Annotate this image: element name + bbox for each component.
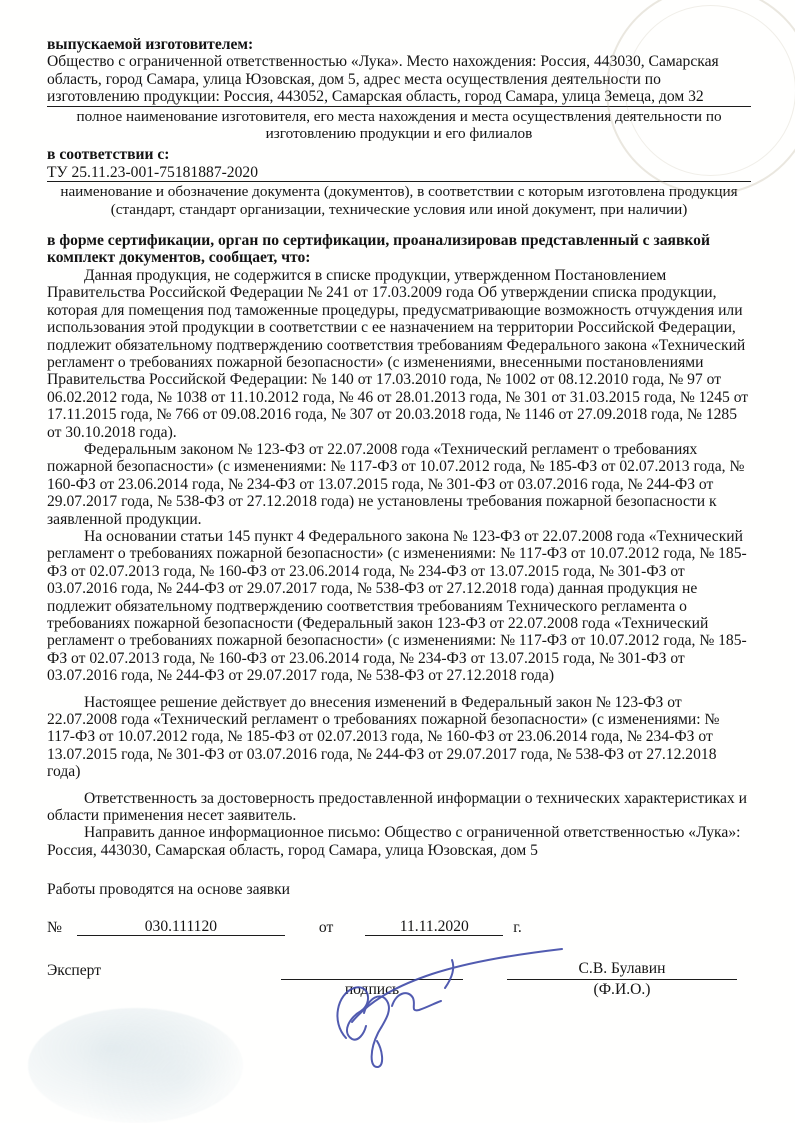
request-number-row [47,918,751,936]
request-date-field: 11.11.2020 [365,918,503,936]
manufacturer-heading: выпускаемой изготовителем: [47,36,254,53]
expert-label: Эксперт [47,962,102,980]
paragraph-article-145: На основании статьи 145 пункт 4 Федерального закона № 123-ФЗ от 22.07.2008 года «Технический регламент о требованиях пожарной безопасности» (с изменениями: № 117-ФЗ от 10.07.2012 года, № 185-ФЗ от 02.07.2013 года, № 160-ФЗ от 23.06.2014 года, № 234-ФЗ от 13.07.2015 года, № 301-ФЗ от 03.07.2016 года, № 244-ФЗ от 29.07.2017 года, № 538-ФЗ от 27.12.2018 года) данная продукция не подлежит обязательному подтверждению соответствия требованиям Технического регламента о требованиях пожарной безопасности (Федеральный закон 123-ФЗ от 22.07.2008 года «Технический регламент о требованиях пожарной безопасности» (с изменениями: № 117-ФЗ от 10.07.2012 года, № 185-ФЗ от 02.07.2013 года, № 160-ФЗ от 23.06.2014 года, № 234-ФЗ от 13.07.2015 года, № 301-ФЗ от 03.07.2016 года, № 244-ФЗ от 29.07.2017 года, № 538-ФЗ от 27.12.2018 года) [47,527,747,685]
conformity-heading: в соответствии с: [47,146,170,164]
manufacturer-body: Общество с ограниченной ответственностью «Лука». Место нахождения: Россия, 443030, Самарская область, город Самара, улица Юзовская, дом 5, адрес места осуществления деятельности по изготовлению продукции: Россия, 443052, Самарская область, город Самара, улица Земеца, дом 32 [47,53,751,106]
request-number-field: 030.111120 [77,918,285,936]
number-label: № [47,918,62,936]
fio-caption: (Ф.И.О.) [593,980,651,998]
paragraph-product-not-listed: Данная продукция, не содержится в списке продукции, утвержденном Постановлением Правительства Российской Федерации № 241 от 17.03.2009 года Об утверждении списка продукции, которая для помещения под таможенные процедуры, предусматривающие возможность отчуждения или использования этой продукции в соответствии с ее назначением на территории Российской Федерации, подлежит обязательному подтверждению соответствия требованиям Федерального закона «Технический регламент о требованиях пожарной безопасности» (с изменениями, внесенными постановлениями Правительства Российской Федерации: № 140 от 17.03.2010 года, № 1002 от 08.12.2010 года, № 97 от 06.02.2012 года, № 1038 от 11.10.2012 года, № 46 от 28.01.2013 года, № 301 от 31.03.2015 года, № 1245 от 17.11.2015 года, № 766 от 09.08.2016 года, № 307 от 20.03.2018 года, № 1146 от 27.09.2018 года, № 1285 от 30.10.2018 года). [47,266,749,441]
paragraph-federal-law-no-requirements: Федеральным законом № 123-ФЗ от 22.07.2008 года «Технический регламент о требованиях пожарной безопасности» (с изменениями: № 117-ФЗ от 10.07.2012 года, № 185-ФЗ от 02.07.2013 года, № 160-ФЗ от 23.06.2014 года, № 234-ФЗ от 13.07.2015 года, № 301-ФЗ от 03.07.2016 года, № 244-ФЗ от 29.07.2017 года, № 538-ФЗ от 27.12.2018 года) не установлены требования пожарной безопасности к заявленной продукции. [47,440,745,528]
signature-row [47,960,751,998]
signature-caption: подпись [344,981,400,999]
year-suffix-label: г. [513,918,522,936]
statement-heading: в форме сертификации, орган по сертификации, проанализировав представленный с заявкой комплект документов, сообщает, что: [47,232,710,267]
manufacturer-caption: полное наименование изготовителя, его места нахождения и места осуществления деятельности по изготовлению продукции и его филиалов [76,107,722,143]
paragraph-send-letter: Направить данное информационное письмо: Общество с ограниченной ответственностью «Лука»: Россия, 443030, Самарская область, город Самара, улица Юзовская, дом 5 [47,824,741,859]
expert-name-field [507,960,737,998]
from-label: от [318,918,334,936]
paragraph-responsibility: Ответственность за достоверность предоставленной информации о технических характеристиках и области применения несет заявитель. [47,789,747,825]
conformity-document: ТУ 25.11.23-001-75181887-2020 [47,164,751,182]
paragraph-decision-validity: Настоящее решение действует до внесения изменений в Федеральный закон № 123-ФЗ от 22.07.2008 года «Технический регламент о требованиях пожарной безопасности» (с изменениями: № 117-ФЗ от 10.07.2012 года, № 185-ФЗ от 02.07.2013 года, № 160-ФЗ от 23.06.2014 года, № 234-ФЗ от 13.07.2015 года, № 301-ФЗ от 03.07.2016 года, № 244-ФЗ от 29.07.2017 года, № 538-ФЗ от 27.12.2018 года) [47,693,720,781]
signature-field [281,960,463,998]
expert-name: С.В. Булавин [507,960,737,979]
conformity-caption: наименование и обозначение документа (документов), в соответствии с которым изготовлена продукция (стандарт, стандарт организации, технические условия или иной документ, при наличии) [60,183,738,218]
signature-line [281,960,463,980]
application-basis-line: Работы проводятся на основе заявки [47,881,290,899]
stamp-remnant-icon [28,1008,243,1123]
